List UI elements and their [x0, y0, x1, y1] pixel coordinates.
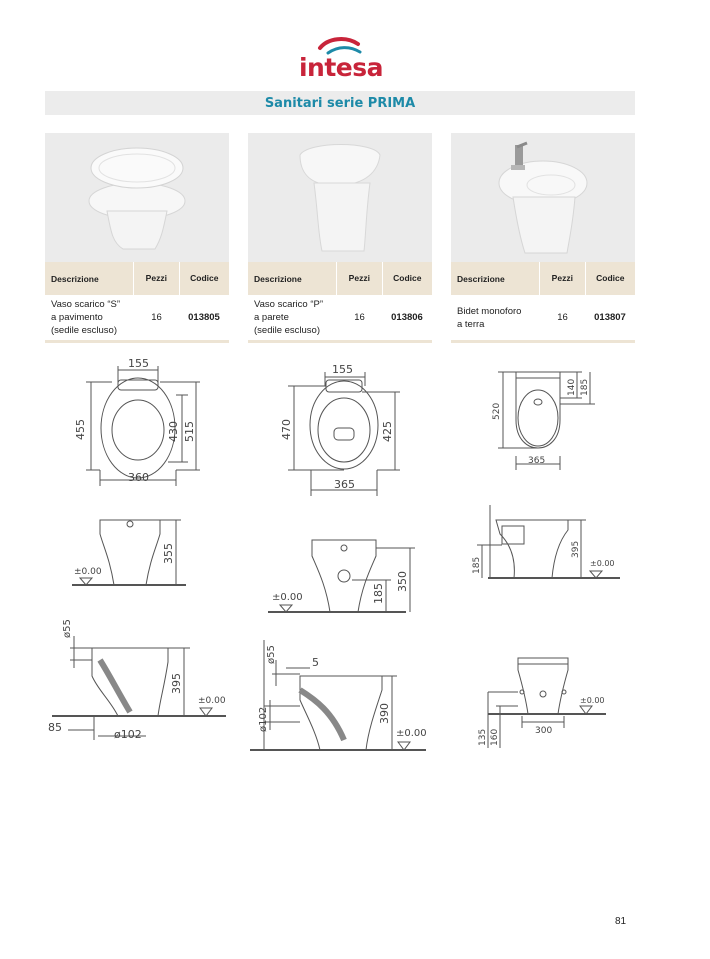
product-quantity: 16 — [151, 312, 162, 323]
dim-label: 395 — [170, 673, 183, 694]
dim-label: 350 — [396, 571, 409, 592]
dim-label: ø102 — [114, 728, 142, 741]
dim-label: ±0.00 — [74, 567, 102, 577]
dim-label: 135 — [478, 728, 488, 746]
dim-label: 520 — [492, 402, 502, 420]
header-quantity: Pezzi — [539, 262, 585, 295]
dim-label: 185 — [580, 378, 590, 396]
header-code: Codice — [179, 262, 229, 295]
dim-label: 85 — [48, 721, 62, 734]
header-code: Codice — [585, 262, 635, 295]
drawing-p1-side — [52, 636, 226, 740]
dim-label: 390 — [378, 703, 391, 724]
dim-label: 470 — [280, 419, 293, 440]
header-code: Codice — [382, 262, 432, 295]
product-code: 013807 — [594, 312, 626, 323]
dim-label: 140 — [567, 378, 577, 396]
page-number: 81 — [615, 916, 627, 927]
page-title: Sanitari serie PRIMA — [264, 95, 416, 111]
dim-label: ±0.00 — [396, 728, 427, 739]
dim-label: 355 — [162, 543, 175, 564]
header-description: Descrizione — [457, 273, 505, 284]
dim-label: 365 — [334, 478, 355, 491]
dim-label: 365 — [528, 456, 546, 466]
product-description: Vaso scarico “P” a parete (sedile escluso) — [254, 299, 323, 336]
product-description: Bidet monoforo a terra — [457, 305, 522, 330]
dim-label: ø102 — [258, 706, 269, 732]
dim-label: 155 — [332, 363, 353, 376]
dim-label: 425 — [381, 421, 394, 442]
dim-label: ±0.00 — [272, 592, 303, 603]
dim-label: 155 — [128, 357, 149, 370]
dim-label: ±0.00 — [590, 559, 615, 568]
dim-label: 430 — [167, 421, 180, 442]
product-quantity: 16 — [354, 312, 365, 323]
dim-label: 395 — [571, 540, 581, 558]
dim-label: 455 — [74, 419, 87, 440]
dim-label: 300 — [535, 726, 553, 736]
product-quantity: 16 — [557, 312, 568, 323]
dim-label: 185 — [372, 583, 385, 604]
header-description: Descrizione — [254, 273, 302, 284]
dim-label: ±0.00 — [580, 696, 605, 705]
dim-label: 5 — [312, 656, 319, 669]
dim-label: ø55 — [266, 645, 277, 664]
header-quantity: Pezzi — [133, 262, 179, 295]
product-description: Vaso scarico “S” a pavimento (sedile escluso) — [51, 299, 120, 336]
logo-wordmark: intesa — [298, 53, 384, 82]
product-code: 013806 — [391, 312, 423, 323]
dim-label: 160 — [490, 728, 500, 746]
dim-label: ±0.00 — [198, 696, 226, 706]
dim-label: 185 — [472, 556, 482, 574]
dim-label: ø55 — [62, 619, 73, 638]
header-quantity: Pezzi — [336, 262, 382, 295]
header-description: Descrizione — [51, 273, 99, 284]
dim-label: 515 — [183, 421, 196, 442]
dim-label: 360 — [128, 471, 149, 484]
product-code: 013805 — [188, 312, 220, 323]
